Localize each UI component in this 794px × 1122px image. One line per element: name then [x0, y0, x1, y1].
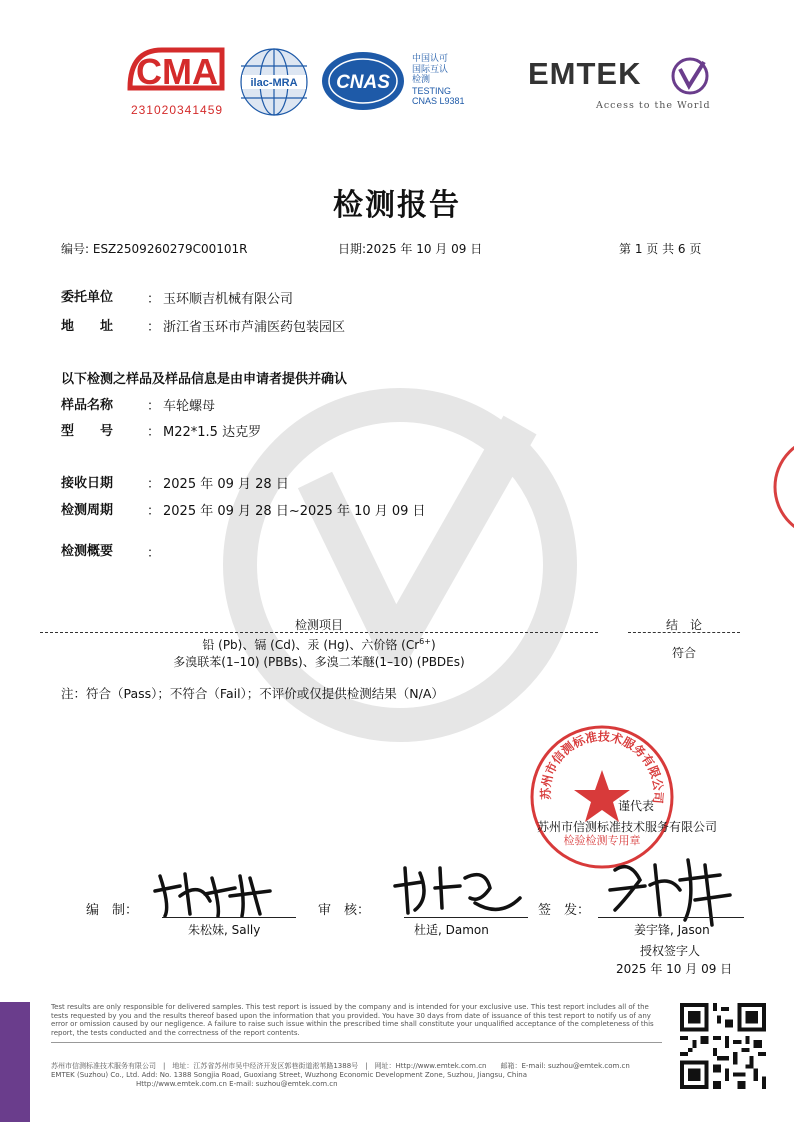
on-behalf: 谨代表 — [618, 799, 655, 813]
edge-seal-fragment — [770, 432, 794, 542]
compile-signature — [150, 866, 290, 922]
compile-name: 朱松妹, Sally — [188, 923, 261, 937]
model-label: 型 号 — [61, 424, 114, 439]
brand-name: EMTEK — [528, 56, 642, 91]
received-value: 2025 年 09 月 28 日 — [163, 477, 289, 492]
cnas-line: TESTING — [412, 85, 452, 96]
seal-star-icon — [574, 770, 630, 822]
brand-tagline: Access to the World — [596, 100, 711, 111]
cnas-line: 国际互认 — [412, 64, 449, 75]
result-note: 注：符合（Pass）；不符合（Fail）；不评价或仅提供检测结果（N/A） — [61, 686, 444, 701]
authorized-signatory: 授权签字人 — [640, 944, 701, 958]
brand-check-icon — [670, 56, 712, 96]
issue-signature — [600, 850, 740, 930]
table-divider — [628, 632, 740, 633]
cnas-line: 中国认可 — [412, 54, 449, 64]
period-value: 2025 年 09 月 28 日~2025 年 10 月 09 日 — [163, 504, 426, 519]
review-name: 杜适, Damon — [414, 923, 489, 937]
cma-logo — [122, 46, 232, 118]
colon: ： — [147, 477, 161, 492]
table-divider — [40, 632, 598, 633]
authority-company: 苏州市信测标准技术服务有限公司 — [537, 820, 718, 834]
cma-number: 231020341459 — [130, 103, 224, 117]
signature-line — [598, 917, 744, 918]
conclusion-header: 结 论 — [665, 618, 702, 632]
entrust-value: 玉环顺吉机械有限公司 — [163, 292, 294, 307]
cnas-line: 检测 — [412, 75, 431, 85]
colon: ： — [147, 292, 161, 307]
colon: ： — [147, 504, 161, 519]
footer-disclaimer: Test results are only responsible for delivered samples. This test report is issued by the company and is intended for your exclusive use. This test report includes all of the tests requested by you and the results thereof based upon the information that you provided. You have 30 days from date of issuance of this test report to notify us of any error or omission caused by our negligence. A failure to raise such issue within the prescribed time shall constitute your unqualified acceptance of the completeness of this report, the tests conducted and the correctness of the report contents. — [51, 1003, 654, 1037]
colon: ： — [147, 425, 161, 440]
item-header: 检测项目 — [294, 618, 343, 632]
model-value: M22*1.5 达克罗 — [163, 425, 262, 440]
footer-accent-bar — [0, 1002, 30, 1122]
sample-notice: 以下检测之样品及样品信息是由申请者提供并确认 — [61, 372, 348, 387]
item-line1: 铅 (Pb)、镉 (Cd)、汞 (Hg)、六价铬 (Cr — [202, 638, 420, 652]
qr-code-icon[interactable] — [680, 1003, 766, 1089]
item-line2: 多溴联苯(1–10) (PBBs)、多溴二苯醚(1–10) (PBDEs) — [173, 655, 465, 669]
sample-name-label: 样品名称 — [61, 398, 114, 413]
review-label: 审 核： — [318, 903, 371, 918]
report-title: 检测报告 — [333, 188, 461, 223]
cnas-logo — [320, 50, 406, 112]
summary-label: 检测概要 — [61, 544, 114, 559]
cnas-caption — [412, 54, 465, 107]
colon: ： — [147, 320, 161, 335]
period-label: 检测周期 — [61, 503, 114, 518]
footer-divider — [51, 1042, 662, 1043]
colon: ： — [147, 399, 161, 414]
footer-line-en1: EMTEK (Suzhou) Co., Ltd. Add: No. 1388 Songjia Road, Guoxiang Street, Wuzhong Economic Development Zone, Suzhou, Jiangsu, China — [51, 1071, 528, 1079]
cma-text: CMA — [136, 51, 218, 92]
seal-sub: 检验检测专用章 — [563, 834, 641, 847]
cnas-text: CNAS — [336, 72, 390, 93]
cnas-line: CNAS L9381 — [412, 96, 465, 106]
signature-line — [404, 917, 528, 918]
report-number: 编号: ESZ2509260279C00101R — [61, 242, 248, 256]
compile-label: 编 制： — [86, 903, 139, 918]
conclusion-value: 符合 — [671, 646, 696, 660]
address-value: 浙江省玉环市芦浦医药包装园区 — [163, 320, 346, 335]
report-date: 日期:2025 年 10 月 09 日 — [338, 242, 483, 256]
issue-label: 签 发： — [538, 903, 591, 918]
address-label: 地 址 — [61, 319, 114, 334]
sign-date: 2025 年 10 月 09 日 — [616, 962, 733, 976]
signature-line — [162, 917, 296, 918]
issue-name: 姜宇锋, Jason — [634, 923, 710, 937]
ilac-mra-logo — [238, 46, 310, 118]
seal-text: 苏州市信测标准技术服务有限公司 — [538, 729, 666, 805]
review-signature — [390, 858, 530, 918]
sample-name-value: 车轮螺母 — [163, 399, 216, 414]
item-superscript: 6+ — [419, 637, 431, 646]
item-line1-end: ) — [430, 638, 436, 652]
report-page: 第 1 页 共 6 页 — [619, 242, 702, 256]
header-logos — [0, 0, 794, 130]
ilac-text: ilac-MRA — [250, 77, 298, 89]
entrust-label: 委托单位 — [61, 290, 114, 305]
colon: ： — [147, 546, 161, 561]
item-row-1 — [0, 636, 638, 653]
received-label: 接收日期 — [61, 476, 114, 491]
footer-line-cn: 苏州市信测标准技术服务有限公司 | 地址：江苏省苏州市吴中经济开发区郭巷街道淞苇路1388号 | 网址：Http://www.emtek.com.cn 邮箱：E-mail: suzhou@emtek.com.cn — [51, 1062, 630, 1070]
footer-line-en2: Http://www.emtek.com.cn E-mail: suzhou@emtek.com.cn — [136, 1080, 338, 1088]
